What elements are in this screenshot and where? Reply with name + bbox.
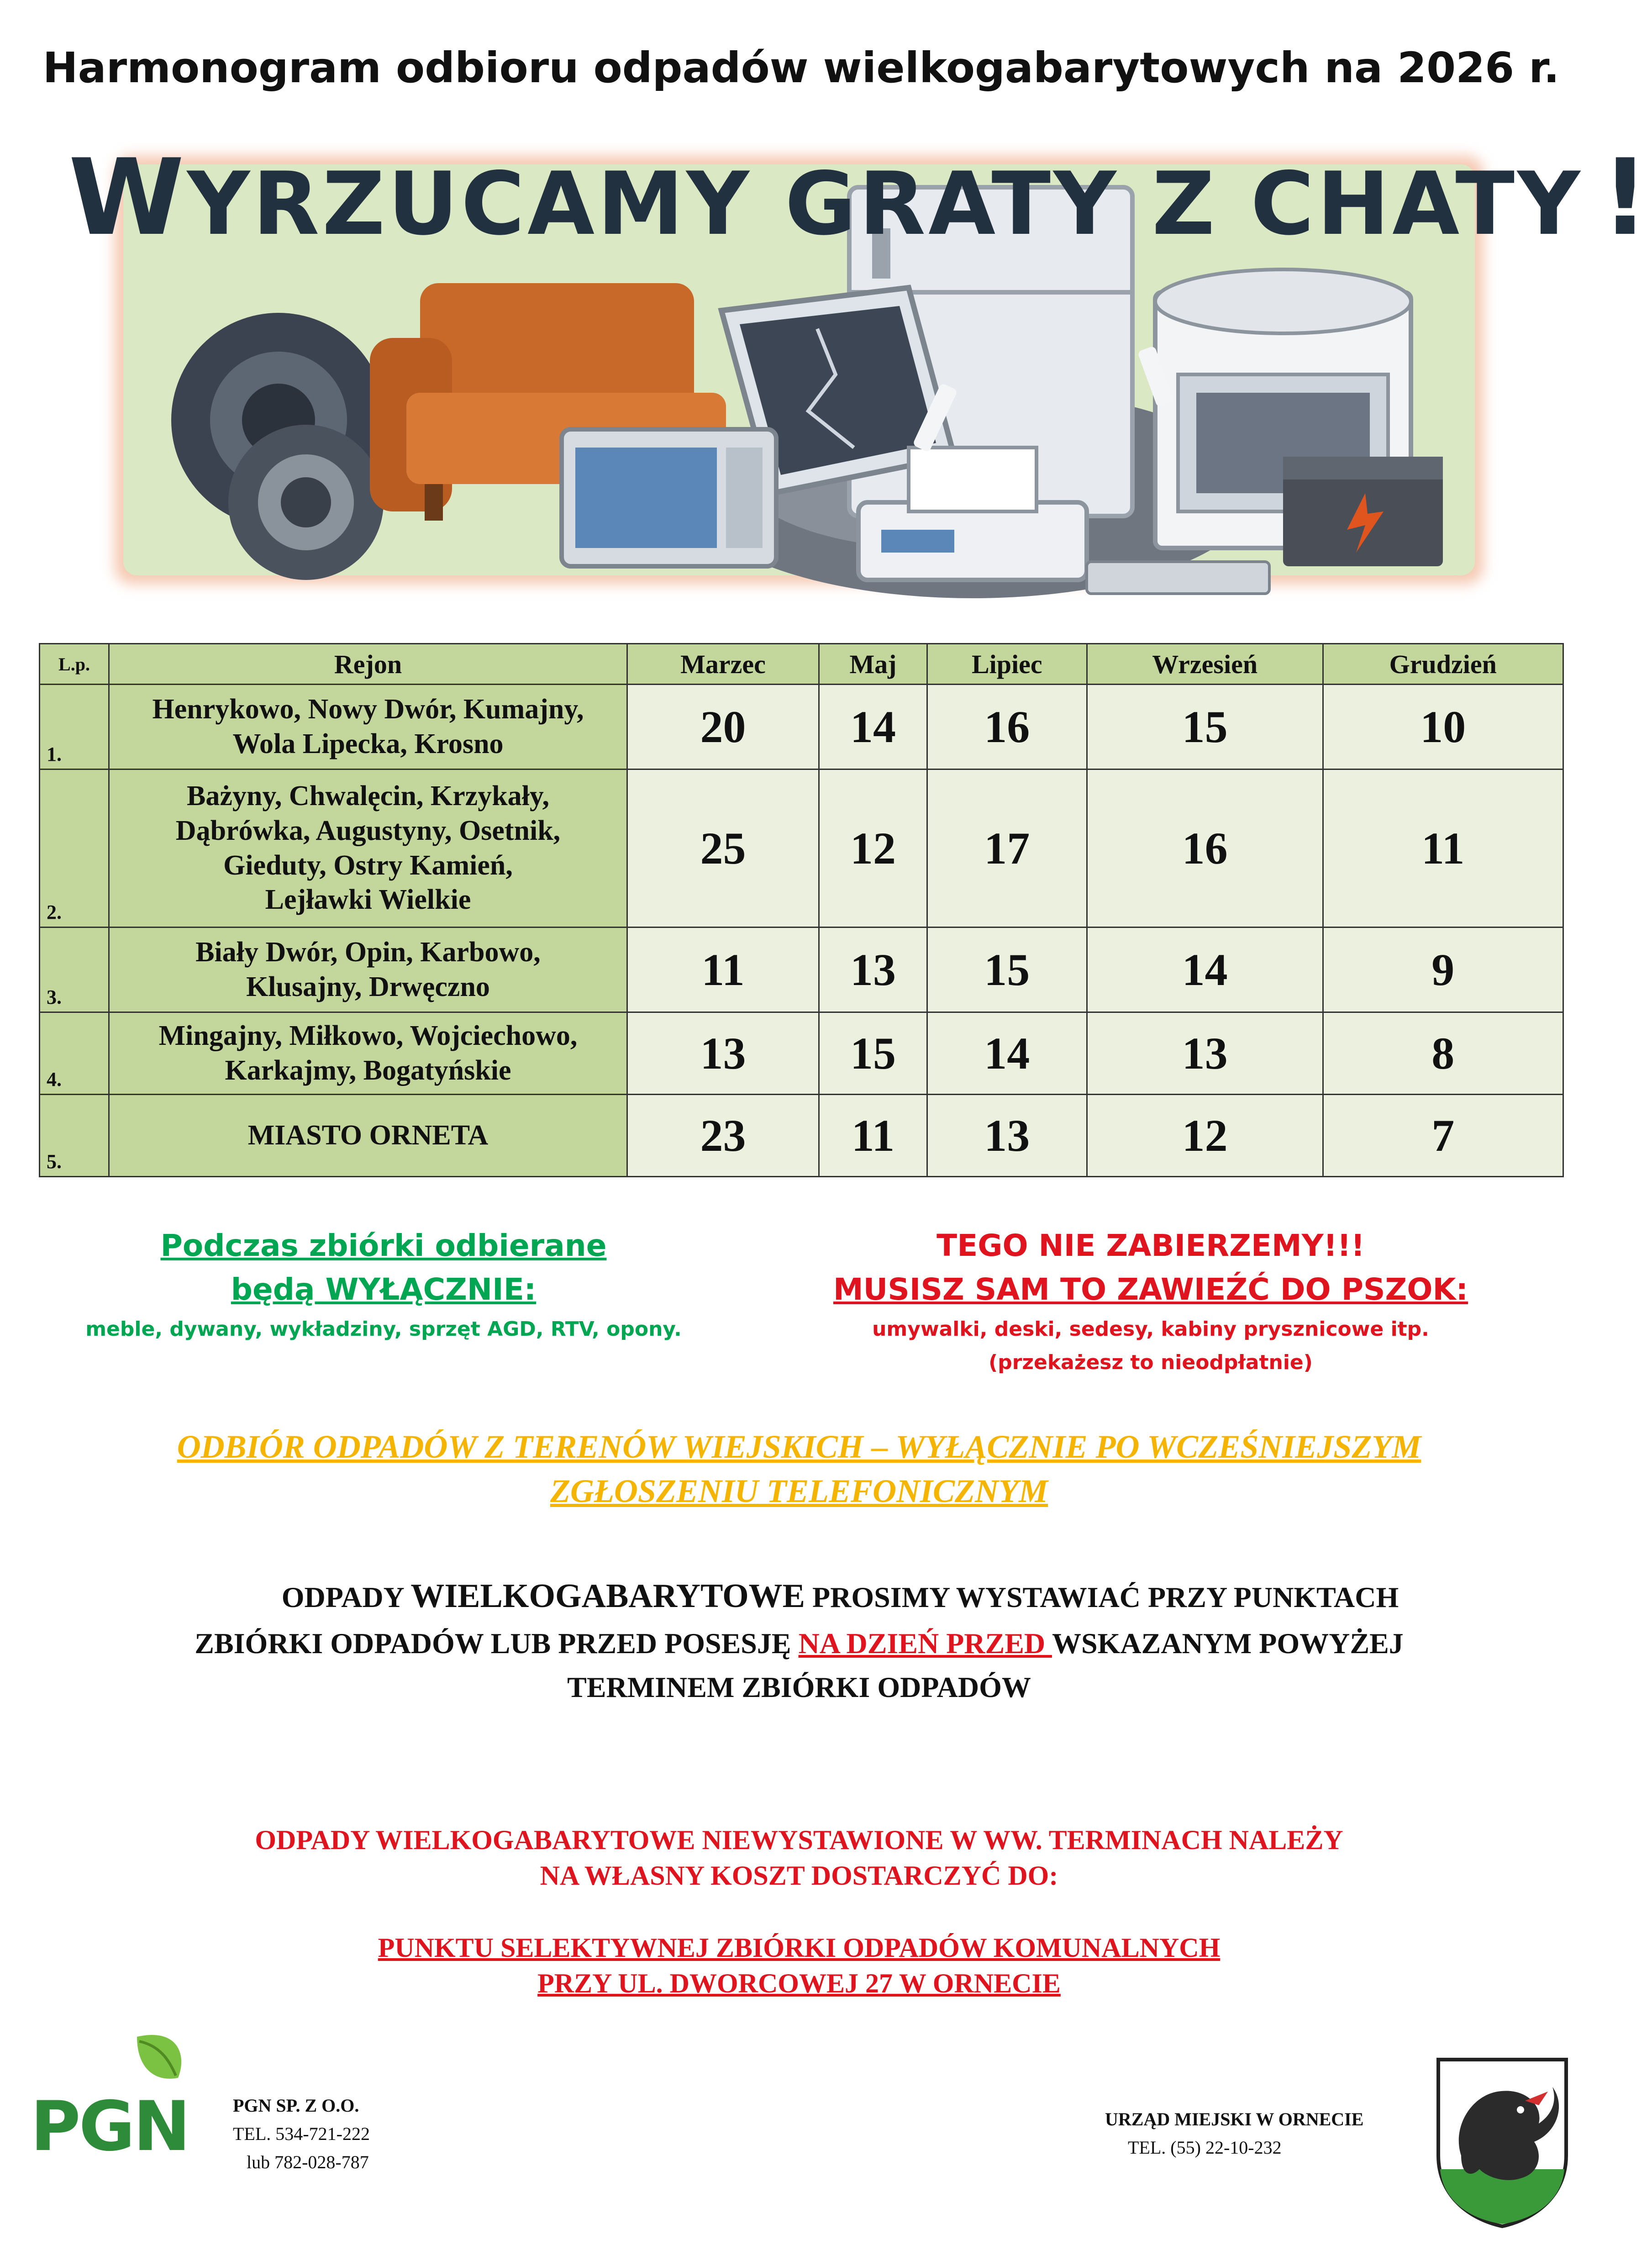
coat-of-arms-icon <box>1434 2055 1571 2229</box>
region-cell <box>109 685 627 769</box>
schedule-table <box>39 643 1564 1177</box>
header-month: Lipiec <box>927 644 1087 685</box>
region-line: Klusajny, Drwęczno <box>246 971 490 1002</box>
warning-line1: ODPADY WIELKOGABARYTOWE NIEWYSTAWIONE W WW. TERMINACH NALEŻY <box>255 1825 1343 1855</box>
instruction-line2 <box>27 1622 1571 1665</box>
day-cell: 11 <box>1323 769 1563 927</box>
region-line: Biały Dwór, Opin, Karbowo, <box>195 936 541 968</box>
microwave-icon <box>562 429 776 566</box>
accepted-line2: będą WYŁĄCZNIE: <box>231 1271 537 1307</box>
accepted-items: meble, dywany, wykładziny, sprzęt AGD, RTV, opony. <box>85 1317 682 1341</box>
header-month: Maj <box>819 644 927 685</box>
rural-notice <box>27 1425 1571 1513</box>
warning-spacer <box>27 1893 1571 1930</box>
instruction-text <box>27 1571 1571 1709</box>
header-month: Grudzień <box>1323 644 1563 685</box>
rejected-section <box>785 1224 1516 1378</box>
day-cell: 9 <box>1323 927 1563 1012</box>
day-cell: 20 <box>627 685 819 769</box>
table-row <box>40 769 1563 927</box>
region-line: Henrykowo, Nowy Dwór, Kumajny, <box>152 693 584 725</box>
region-cell <box>109 1095 627 1177</box>
battery-icon <box>1283 457 1443 566</box>
region-line: Lejławki Wielkie <box>265 884 471 916</box>
region-cell <box>109 1012 627 1095</box>
day-cell: 14 <box>927 1012 1087 1095</box>
day-cell: 13 <box>927 1095 1087 1177</box>
row-number: 2. <box>40 769 109 927</box>
row-number: 1. <box>40 685 109 769</box>
rejected-note: (przekażesz to nieodpłatnie) <box>989 1350 1313 1374</box>
pgn-logo <box>23 2028 196 2165</box>
table-row <box>40 927 1563 1012</box>
region-line: Gieduty, Ostry Kamień, <box>223 849 513 881</box>
day-cell: 10 <box>1323 685 1563 769</box>
warning-line3: PUNKTU SELEKTYWNEJ ZBIÓRKI ODPADÓW KOMUNALNYCH <box>378 1933 1221 1963</box>
instruction-l2a: ZBIÓRKI ODPADÓW LUB PRZED POSESJĘ <box>195 1627 799 1660</box>
row-number: 5. <box>40 1095 109 1177</box>
region-line: Karkajmy, Bogatyńskie <box>225 1054 511 1086</box>
instruction-l2b: NA DZIEŃ PRZED <box>798 1627 1052 1660</box>
warning-line2: NA WŁASNY KOSZT DOSTARCZYĆ DO: <box>540 1860 1058 1891</box>
instruction-line1 <box>27 1571 1571 1622</box>
day-cell: 13 <box>819 927 927 1012</box>
banner-heading-rest: YRZUCAMY GRATY Z CHATY <box>187 153 1583 254</box>
rejected-items: umywalki, deski, sedesy, kabiny prysznicowe itp. <box>872 1317 1429 1341</box>
day-cell: 16 <box>1087 769 1323 927</box>
office-tel: TEL. (55) 22-10-232 <box>1128 2137 1282 2158</box>
day-cell: 8 <box>1323 1012 1563 1095</box>
table-row <box>40 1012 1563 1095</box>
day-cell: 25 <box>627 769 819 927</box>
row-number: 3. <box>40 927 109 1012</box>
day-cell: 17 <box>927 769 1087 927</box>
table-header-row <box>40 644 1563 685</box>
instruction-l1b: WIELKOGABARYTOWE <box>410 1577 805 1615</box>
day-cell: 23 <box>627 1095 819 1177</box>
banner-heading-first: W <box>68 137 187 259</box>
pgn-logo-text: PGN <box>30 2087 189 2166</box>
region-line: MIASTO ORNETA <box>247 1119 489 1151</box>
rejected-line2: MUSISZ SAM TO ZAWIEŹĆ DO PSZOK: <box>833 1271 1468 1307</box>
region-cell <box>109 927 627 1012</box>
office-contact <box>1105 2105 1425 2162</box>
accepted-line1: Podczas zbiórki odbierane <box>160 1228 607 1263</box>
page-title: Harmonogram odbioru odpadów wielkogabarytowych na 2026 r. <box>42 43 1560 92</box>
header-month: Wrzesień <box>1087 644 1323 685</box>
row-number: 4. <box>40 1012 109 1095</box>
header-lp: L.p. <box>40 644 109 685</box>
banner-heading-mark: ! <box>1601 137 1652 259</box>
day-cell: 14 <box>819 685 927 769</box>
day-cell: 15 <box>1087 685 1323 769</box>
day-cell: 12 <box>819 769 927 927</box>
region-line: Mingajny, Miłkowo, Wojciechowo, <box>158 1020 578 1051</box>
instruction-l2c: WSKAZANYM POWYŻEJ <box>1052 1627 1404 1660</box>
day-cell: 11 <box>627 927 819 1012</box>
day-cell: 12 <box>1087 1095 1323 1177</box>
office-name: URZĄD MIEJSKI W ORNECIE <box>1105 2109 1364 2129</box>
day-cell: 16 <box>927 685 1087 769</box>
day-cell: 13 <box>627 1012 819 1095</box>
pgn-tel1: TEL. 534-721-222 <box>233 2124 370 2144</box>
region-cell <box>109 769 627 927</box>
day-cell: 7 <box>1323 1095 1563 1177</box>
day-cell: 13 <box>1087 1012 1323 1095</box>
keyboard-icon <box>1087 562 1269 594</box>
table-row <box>40 1095 1563 1177</box>
rural-notice-line1: ODBIÓR ODPADÓW Z TERENÓW WIEJSKICH – WYŁĄCZNIE PO WCZEŚNIEJSZYM <box>177 1428 1421 1465</box>
instruction-l1a: ODPADY <box>281 1581 411 1613</box>
table-row <box>40 685 1563 769</box>
instruction-line3: TERMINEM ZBIÓRKI ODPADÓW <box>567 1671 1031 1703</box>
header-rejon: Rejon <box>109 644 627 685</box>
header-month: Marzec <box>627 644 819 685</box>
region-line: Dąbrówka, Augustyny, Osetnik, <box>175 815 561 846</box>
region-line: Wola Lipecka, Krosno <box>232 728 504 759</box>
warning-line4: PRZY UL. DWORCOWEJ 27 W ORNECIE <box>537 1968 1061 1998</box>
day-cell: 11 <box>819 1095 927 1177</box>
pgn-contact <box>233 2092 507 2176</box>
rural-notice-line2: ZGŁOSZENIU TELEFONICZNYM <box>550 1473 1048 1510</box>
instruction-l1c: PROSIMY WYSTAWIAĆ PRZY PUNKTACH <box>805 1581 1399 1613</box>
day-cell: 14 <box>1087 927 1323 1012</box>
pgn-company: PGN SP. Z O.O. <box>233 2095 359 2116</box>
day-cell: 15 <box>927 927 1087 1012</box>
accepted-section <box>27 1224 740 1348</box>
warning-text <box>27 1822 1571 2001</box>
rejected-line1: TEGO NIE ZABIERZEMY!!! <box>936 1228 1365 1263</box>
day-cell: 15 <box>819 1012 927 1095</box>
pgn-tel2: lub 782-028-787 <box>247 2152 369 2172</box>
region-line: Bażyny, Chwalęcin, Krzykały, <box>187 780 549 812</box>
banner-heading <box>68 137 1652 259</box>
